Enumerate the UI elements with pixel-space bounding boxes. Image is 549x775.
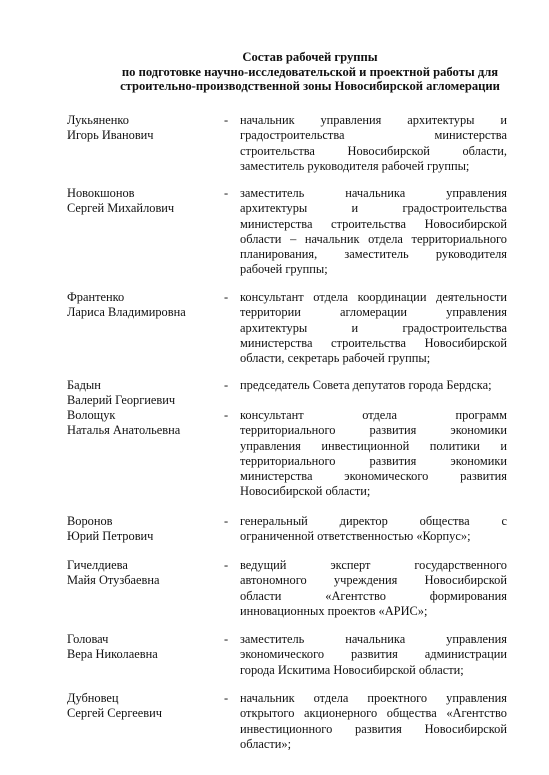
surname: Воронов (67, 514, 113, 528)
role-line: территории агломерации управления (240, 305, 507, 320)
member-name (67, 632, 227, 663)
dash-separator: - (224, 558, 229, 572)
role-line: ограниченной ответственностью «Корпус»; (240, 529, 471, 544)
member-role (240, 632, 507, 678)
role-line: консультант отдела программ (240, 408, 507, 422)
role-line: начальник отдела проектного управления (240, 691, 507, 705)
role-line: территориального развития экономики (240, 453, 507, 468)
surname: Головач (67, 632, 109, 646)
member-role (240, 408, 507, 500)
member-name (67, 290, 227, 321)
role-line: министерства строительства Новосибирской (240, 335, 507, 350)
role-line: области «Агентство формирования (240, 588, 507, 603)
role-line: консультант отдела координации деятельности (240, 290, 507, 304)
given-names: Игорь Иванович (67, 128, 154, 143)
given-names: Наталья Анатольевна (67, 423, 181, 438)
role-line: области – начальник отдела территориального (240, 231, 507, 246)
dash-separator: - (224, 514, 229, 528)
role-line: управления инвестиционной политики и (240, 438, 507, 453)
member-role (240, 691, 507, 752)
role-line: инновационных проектов «АРИС»; (240, 603, 428, 618)
role-line: архитектуры и градостроительства (240, 320, 507, 335)
role-line: экономического развития администрации (240, 647, 507, 662)
member-role (240, 186, 507, 278)
role-line: Новосибирской области; (240, 484, 371, 499)
surname: Дубновец (67, 691, 119, 705)
role-line: области, секретарь рабочей группы; (240, 351, 431, 366)
given-names: Лариса Владимировна (67, 305, 186, 320)
role-line: министерства экономического развития (240, 469, 507, 484)
role-line: рабочей группы; (240, 262, 328, 277)
given-names: Сергей Сергеевич (67, 706, 162, 721)
role-line: начальник управления архитектуры и (240, 113, 507, 127)
dash-separator: - (224, 186, 229, 200)
role-line: министерства строительства Новосибирской (240, 216, 507, 231)
member-name (67, 691, 227, 722)
role-line: автономного учреждения Новосибирской (240, 573, 507, 588)
role-line: ведущий эксперт государственного (240, 558, 507, 572)
role-line: градостроительства министерства (240, 128, 507, 143)
member-name (67, 408, 227, 439)
surname: Франтенко (67, 290, 125, 304)
member-role (240, 378, 507, 393)
document-title (60, 50, 549, 94)
member-name (67, 378, 227, 409)
given-names: Сергей Михайлович (67, 201, 175, 216)
dash-separator: - (224, 632, 229, 646)
role-line: планирования, заместитель руководителя (240, 247, 507, 262)
role-line: заместитель руководителя рабочей группы; (240, 158, 470, 173)
member-name (67, 186, 227, 217)
surname: Бадын (67, 378, 101, 392)
role-line: заместитель начальника управления (240, 186, 507, 200)
member-name (67, 558, 227, 589)
dash-separator: - (224, 378, 229, 392)
dash-separator: - (224, 691, 229, 705)
title-line: Состав рабочей группы (242, 50, 378, 64)
role-line: области»; (240, 736, 292, 751)
given-names: Вера Николаевна (67, 647, 158, 662)
surname: Гичелдиева (67, 558, 128, 572)
dash-separator: - (224, 408, 229, 422)
dash-separator: - (224, 113, 229, 127)
member-role (240, 514, 507, 545)
role-line: города Искитима Новосибирской области; (240, 662, 464, 677)
given-names: Майя Отузбаевна (67, 573, 160, 588)
surname: Лукьяненко (67, 113, 130, 127)
member-role (240, 558, 507, 619)
role-line: открытого акционерного общества «Агентство (240, 706, 507, 721)
given-names: Юрий Петрович (67, 529, 154, 544)
role-line: заместитель начальника управления (240, 632, 507, 646)
member-name (67, 113, 227, 144)
given-names: Валерий Георгиевич (67, 393, 176, 408)
role-line: инвестиционного развития Новосибирской (240, 721, 507, 736)
title-line: строительно-производственной зоны Новосибирской агломерации (120, 79, 500, 93)
role-line: председатель Совета депутатов города Бердска; (240, 378, 492, 392)
member-role (240, 113, 507, 174)
member-name (67, 514, 227, 545)
surname: Новокшонов (67, 186, 135, 200)
surname: Волощук (67, 408, 116, 422)
role-line: архитектуры и градостроительства (240, 201, 507, 216)
role-line: генеральный директор общества с (240, 514, 507, 528)
role-line: территориального развития экономики (240, 423, 507, 438)
role-line: строительства Новосибирской области, (240, 143, 507, 158)
dash-separator: - (224, 290, 229, 304)
member-role (240, 290, 507, 366)
title-line: по подготовке научно-исследовательской и проектной работы для (121, 64, 499, 79)
